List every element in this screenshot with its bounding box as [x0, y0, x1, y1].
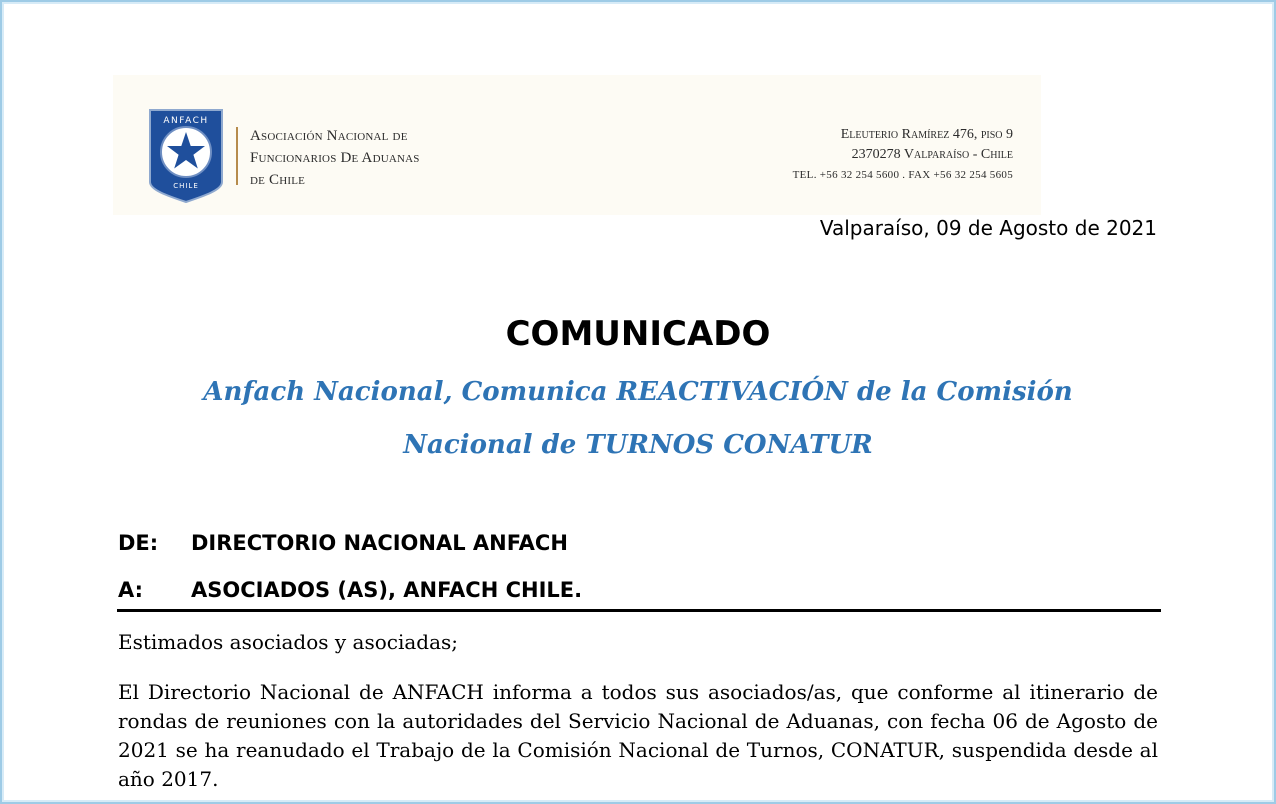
- to-row: [118, 578, 582, 602]
- address-line-1: Eleuterio Ramírez 476, piso 9: [840, 127, 1013, 142]
- org-name-line-3: de Chile: [250, 172, 306, 188]
- from-row: [118, 531, 568, 555]
- date-line: Valparaíso, 09 de Agosto de 2021: [819, 216, 1157, 240]
- subtitle-line-2: Nacional de TURNOS CONATUR: [403, 430, 873, 460]
- organization-address: [793, 125, 1013, 185]
- subtitle-line-1: Anfach Nacional, Comunica REACTIVACIÓN de la Comisión: [203, 377, 1073, 407]
- document-title: COMUNICADO: [505, 314, 771, 354]
- to-value: ASOCIADOS (AS), ANFACH CHILE.: [191, 578, 583, 602]
- letterhead-divider: [236, 127, 238, 185]
- from-value: DIRECTORIO NACIONAL ANFACH: [191, 531, 568, 555]
- header-divider: [117, 609, 1161, 612]
- seal-text-top: ANFACH: [163, 116, 209, 126]
- phone-fax-line: TEL. +56 32 254 5600 . FAX +56 32 254 5605: [792, 169, 1013, 181]
- org-name-line-1: Asociación Nacional de: [250, 128, 408, 144]
- anfach-seal-logo: [148, 108, 224, 204]
- from-label: DE:: [118, 531, 159, 555]
- greeting: Estimados asociados y asociadas;: [118, 630, 458, 654]
- to-label: A:: [118, 578, 144, 602]
- letterhead: [113, 75, 1041, 215]
- address-line-2: 2370278 Valparaíso - Chile: [851, 147, 1013, 162]
- org-name-line-2: Funcionarios De Aduanas: [250, 150, 420, 166]
- body-paragraph: El Directorio Nacional de ANFACH informa a todos sus asociados/as, que conforme al itinerario de rondas de reuniones con la autoridades del Servicio Nacional de Aduanas, con fecha 06 de Agosto de 2021 se ha reanudado el Trabajo de la Comisión Nacional de Turnos, CONATUR, suspendida desde al año 2017.: [118, 680, 1158, 791]
- organization-name: [250, 125, 420, 191]
- seal-text-bottom: CHILE: [173, 182, 199, 190]
